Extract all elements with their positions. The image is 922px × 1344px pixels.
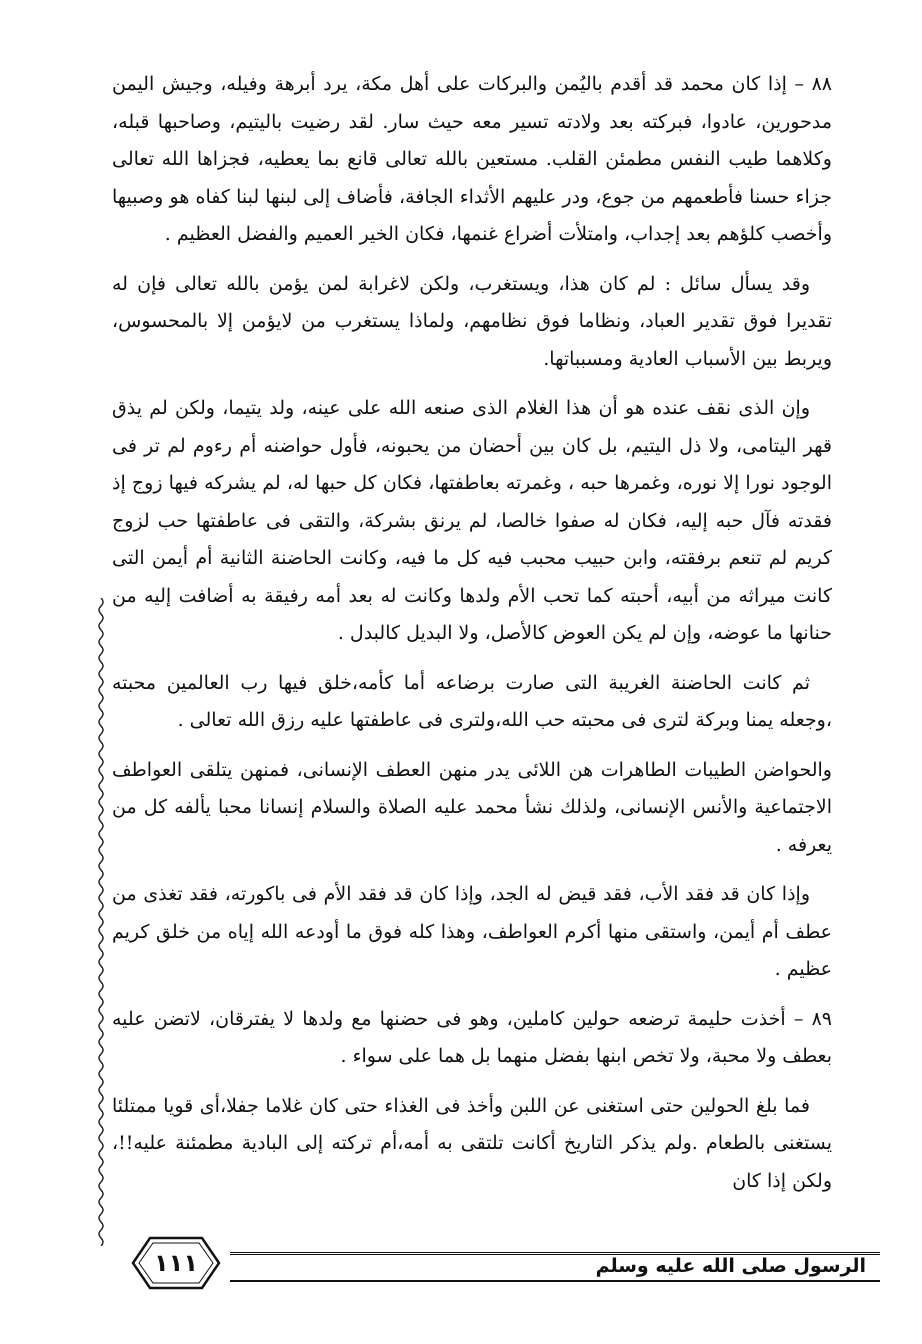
paragraph-89: ٨٩ – أخذت حليمة ترضعه حولين كاملين، وهو فى حضنها مع ولدها لا يفترقان، لاتضن عليه بعطف ولا محبة، ولا تخص ابنها بفضل منهما بل هما على سواء . xyxy=(112,1007,832,1067)
running-title: الرسول صلى الله عليه وسلم xyxy=(595,1255,866,1277)
page-number-badge xyxy=(130,1235,222,1291)
paragraph-nurses: والحواضن الطيبات الطاهرات هن اللائى يدر منهن العطف الإنسانى، فمنهن يتلقى العواطف الاجتماعية والأنس الإنسانى، ولذلك نشأ محمد عليه الصلاة والسلام إنسانا محبا يألفه كل من يعرفه . xyxy=(112,758,832,856)
wavy-margin-border xyxy=(96,598,106,1246)
paragraph-88: ٨٨ – إذا كان محمد قد أقدم باليُمن والبركات على أهل مكة، يرد أبرهة وفيله، وجيش اليمن مدحورين، عادوا، فبركته بعد ولادته تسير معه حيث سار. لقد رضيت باليتيم، وصاحبها قبله، وكلاهما طيب النفس مطمئن القلب. مستعين بالله تعالى قانع بما يعطيه، فجزاها الله تعالى جزاء حسنا فأطعمهم من جوع، ودر عليهم الأثداء الجافة، فأضاف إلى لبنها لبنا كفاه هو وصبيها وأخصب كلؤهم بعد إجداب، وامتلأت أضراع غنمها، فكان الخير العميم والفضل العظيم . xyxy=(112,73,832,245)
page-footer xyxy=(100,1230,880,1302)
paragraph-caregivers: وإن الذى نقف عنده هو أن هذا الغلام الذى صنعه الله على عينه، ولد يتيما، ولكن لم يذق قهر اليتامى، ولا ذل اليتيم، بل كان بين أحضان من يحبونه، فأول حواضنه أم رءوم لم تر فى الوجود نورا إلا نوره، وغمرها حبه ، وغمرته بعاطفتها، فكان كل حبها له، لم يشركه فيها زوج إذ فقدته فآل حبه إليه، فكان له صفوا خالصا، لم يرنق بشركة، والتقى فى عاطفتها حب لزوج كريم لم تنعم برفقته، وابن حبيب محبب فيه كل ما فيه، وكانت الحاضنة الثانية أم أيمن التى كانت ميراثه من أبيه، أحبته كما تحب الأم ولدها وكانت له بعد أمه رفيقة به أضافت إليه من حنانها ما عوضه، وإن لم يكن العوض كالأصل، ولا البديل كالبدل . xyxy=(112,397,832,644)
paragraph-loss: وإذا كان قد فقد الأب، فقد قيض له الجد، وإذا كان قد فقد الأم فى باكورته، فقد تغذى من عطف أم أيمن، واستقى منها أكرم العواطف، وهذا كله فوق ما أودعه الله إياه من خلق كريم عظيم . xyxy=(112,883,832,980)
footer-rule-bottom xyxy=(230,1280,880,1282)
paragraph-question: وقد يسأل سائل : لم كان هذا، ويستغرب، ولكن لاغرابة لمن يؤمن بالله تعالى فإن له تقديرا فوق تقدير العباد، ونظاما فوق نظامهم، ولماذا يستغرب من لايؤمن إلا بالمحسوس، ويربط بين الأسباب العادية ومسبباتها. xyxy=(112,272,832,370)
paragraph-foster-mother: ثم كانت الحاضنة الغريبة التى صارت برضاعه أما كأمه،خلق فيها رب العالمين محبته ،وجعله يمنا وبركة لترى فى محبته حب الله،ولترى فى عاطفتها عليه رزق الله تعالى . xyxy=(112,671,832,731)
page-number: ١١١ xyxy=(154,1249,198,1277)
paragraph-weaning: فما بلغ الحولين حتى استغنى عن اللبن وأخذ فى الغذاء حتى كان غلاما جفلا،أى قويا ممتلئا يستغنى بالطعام .ولم يذكر التاريخ أكانت تلتقى به أمه،أم تركته إلى البادية مطمئنة عليه!!، ولكن إذا كان xyxy=(112,1094,832,1192)
body-text xyxy=(112,66,832,1212)
